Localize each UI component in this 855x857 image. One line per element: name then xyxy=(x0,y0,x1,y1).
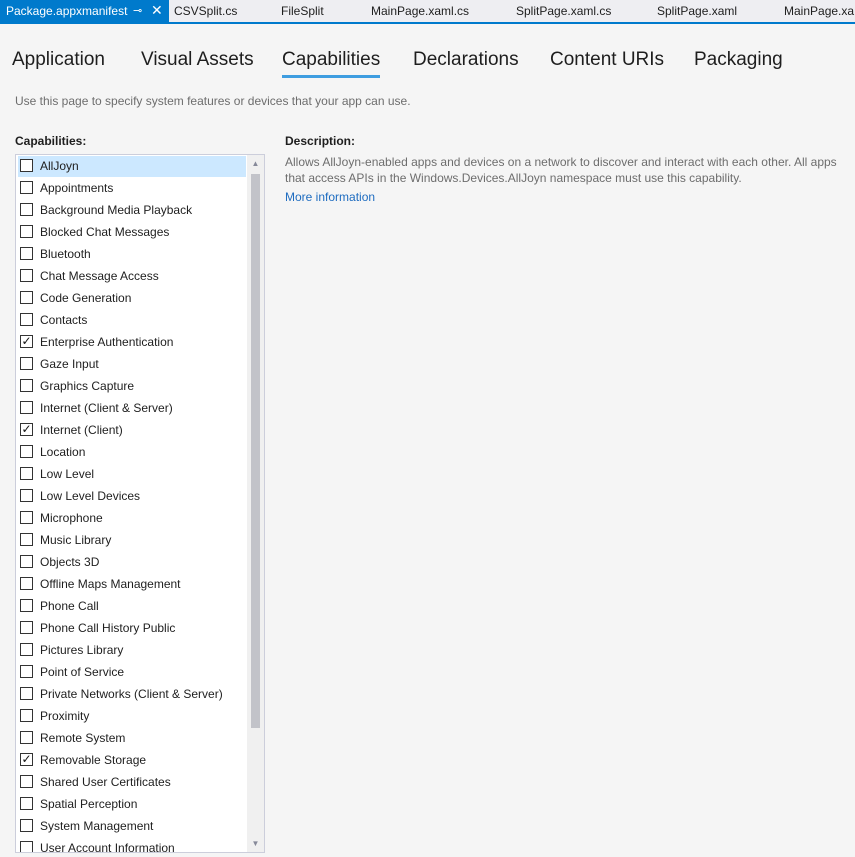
doc-tab-filesplit[interactable] xyxy=(281,0,324,22)
capability-item[interactable] xyxy=(16,837,248,853)
capability-item[interactable] xyxy=(16,661,248,683)
capability-item[interactable] xyxy=(16,375,248,397)
doc-tab-label: SplitPage.xaml.cs xyxy=(516,4,612,18)
capability-label: Spatial Perception xyxy=(40,797,138,811)
capability-item[interactable] xyxy=(16,793,248,815)
capability-item[interactable] xyxy=(16,485,248,507)
capability-label: Internet (Client & Server) xyxy=(40,401,173,415)
doc-tab-mainpage-xaml-cs[interactable] xyxy=(371,0,469,22)
capability-checkbox[interactable] xyxy=(20,709,33,722)
capability-item[interactable] xyxy=(16,727,248,749)
capability-checkbox[interactable] xyxy=(20,555,33,568)
close-icon[interactable]: ✕ xyxy=(151,2,163,18)
capability-checkbox[interactable] xyxy=(20,181,33,194)
capability-label: Enterprise Authentication xyxy=(40,335,174,349)
capability-label: Remote System xyxy=(40,731,126,745)
capability-label: Code Generation xyxy=(40,291,132,305)
capability-item[interactable] xyxy=(16,463,248,485)
tab-capabilities[interactable]: Capabilities xyxy=(282,46,380,74)
capability-label: Removable Storage xyxy=(40,753,147,767)
capability-label: Low Level Devices xyxy=(40,489,141,503)
capability-label: Music Library xyxy=(40,533,112,547)
capability-label: Location xyxy=(40,445,86,459)
tab-declarations[interactable]: Declarations xyxy=(413,49,519,70)
doc-tab-splitpage-xaml[interactable] xyxy=(657,0,737,22)
capability-checkbox[interactable] xyxy=(20,665,33,678)
capability-checkbox[interactable] xyxy=(20,203,33,216)
capability-label: Blocked Chat Messages xyxy=(40,225,170,239)
capability-checkbox[interactable] xyxy=(20,797,33,810)
capability-checkbox[interactable] xyxy=(20,731,33,744)
capability-checkbox[interactable] xyxy=(20,599,33,612)
capability-label: Background Media Playback xyxy=(40,203,193,217)
tab-application[interactable]: Application xyxy=(12,49,105,70)
capability-checkbox[interactable] xyxy=(20,247,33,260)
capability-checkbox[interactable] xyxy=(20,269,33,282)
capability-checkbox[interactable] xyxy=(20,489,33,502)
description-header: Description: xyxy=(285,134,356,148)
capability-checkbox[interactable] xyxy=(20,511,33,524)
doc-tab-mainpage-xaml[interactable] xyxy=(784,0,854,22)
capability-checkbox[interactable]: ✓ xyxy=(21,422,32,436)
doc-tab-label: CSVSplit.cs xyxy=(174,4,238,18)
capability-item[interactable] xyxy=(16,551,248,573)
tab-visual-assets[interactable]: Visual Assets xyxy=(141,49,254,70)
capabilities-list[interactable] xyxy=(15,154,265,853)
capability-checkbox[interactable]: ✓ xyxy=(21,334,32,348)
capability-item[interactable] xyxy=(16,815,248,837)
capability-label: AllJoyn xyxy=(40,159,79,173)
capability-checkbox[interactable]: ✓ xyxy=(21,752,32,766)
capability-label: Offline Maps Management xyxy=(40,577,181,591)
capability-item[interactable] xyxy=(16,199,248,221)
tab-packaging[interactable]: Packaging xyxy=(694,49,783,70)
capability-item[interactable] xyxy=(16,705,248,727)
doc-tab-splitpage-xaml-cs[interactable] xyxy=(516,0,611,22)
capability-item[interactable] xyxy=(16,573,248,595)
capability-label: Shared User Certificates xyxy=(40,775,171,789)
capability-item[interactable] xyxy=(16,529,248,551)
capability-item[interactable] xyxy=(16,639,248,661)
capability-checkbox[interactable] xyxy=(20,687,33,700)
capabilities-items xyxy=(16,155,248,853)
description-text: Allows AllJoyn-enabled apps and devices on a network to discover and interact with each other. All apps that access APIs in the Windows.Devices.AllJoyn namespace must use this capability. xyxy=(285,155,837,185)
capability-item[interactable] xyxy=(16,155,248,177)
capability-checkbox[interactable] xyxy=(20,621,33,634)
document-tab-strip xyxy=(0,0,855,24)
capability-label: Microphone xyxy=(40,511,103,525)
capability-label: Chat Message Access xyxy=(40,269,159,283)
capability-label: Objects 3D xyxy=(40,555,100,569)
capability-label: Pictures Library xyxy=(40,643,124,657)
capability-checkbox[interactable] xyxy=(20,379,33,392)
doc-tab-label: MainPage.xa xyxy=(784,4,855,18)
capability-checkbox[interactable] xyxy=(20,159,33,172)
doc-tab-label: SplitPage.xaml xyxy=(657,4,738,18)
capability-item[interactable] xyxy=(16,397,248,419)
capability-item[interactable] xyxy=(16,221,248,243)
capability-label: User Account Information xyxy=(40,841,175,853)
capability-label: Phone Call History Public xyxy=(40,621,176,635)
doc-tab-label: MainPage.xaml.cs xyxy=(371,4,470,18)
capability-label: Contacts xyxy=(40,313,88,327)
capability-item[interactable] xyxy=(16,507,248,529)
capability-item[interactable] xyxy=(16,595,248,617)
capability-checkbox[interactable] xyxy=(20,467,33,480)
scroll-thumb[interactable] xyxy=(251,174,260,728)
capability-checkbox[interactable] xyxy=(20,291,33,304)
more-information-link[interactable]: More information xyxy=(285,190,376,204)
capability-label: Low Level xyxy=(40,467,95,481)
capability-item[interactable] xyxy=(16,177,248,199)
capability-item[interactable] xyxy=(16,287,248,309)
capability-label: System Management xyxy=(40,819,154,833)
capability-checkbox[interactable] xyxy=(20,313,33,326)
capability-item[interactable] xyxy=(16,353,248,375)
capability-item[interactable] xyxy=(16,749,248,771)
capability-checkbox[interactable] xyxy=(20,533,33,546)
capability-label: Proximity xyxy=(40,709,90,723)
capability-item[interactable] xyxy=(16,419,248,441)
capability-item[interactable] xyxy=(16,683,248,705)
capability-label: Gaze Input xyxy=(40,357,99,371)
capability-label: Appointments xyxy=(40,181,114,195)
scroll-down-icon[interactable]: ▼ xyxy=(251,839,260,848)
doc-tab-package-appxmanifest[interactable] xyxy=(0,0,169,22)
capability-item[interactable] xyxy=(16,441,248,463)
capability-checkbox[interactable] xyxy=(20,643,33,656)
capability-item[interactable] xyxy=(16,771,248,793)
capability-checkbox[interactable] xyxy=(20,401,33,414)
capability-label: Internet (Client) xyxy=(40,423,123,437)
capability-item[interactable] xyxy=(16,265,248,287)
capability-item[interactable] xyxy=(16,331,248,353)
capability-item[interactable] xyxy=(16,617,248,639)
doc-tab-csvsplit[interactable] xyxy=(174,0,237,22)
capability-label: Private Networks (Client & Server) xyxy=(40,687,223,701)
manifest-page-tabs xyxy=(0,46,855,76)
capability-checkbox[interactable] xyxy=(20,445,33,458)
scrollbar[interactable] xyxy=(247,155,264,852)
capability-label: Graphics Capture xyxy=(40,379,135,393)
capability-label: Phone Call xyxy=(40,599,99,613)
capability-checkbox[interactable] xyxy=(20,357,33,370)
pin-icon[interactable]: ⊸ xyxy=(133,5,143,17)
tab-content-uris[interactable]: Content URIs xyxy=(550,49,665,70)
capability-label: Point of Service xyxy=(40,665,125,679)
doc-tab-label: Package.appxmanifest xyxy=(6,4,128,18)
scroll-up-icon[interactable]: ▲ xyxy=(251,159,260,168)
capability-item[interactable] xyxy=(16,309,248,331)
capability-checkbox[interactable] xyxy=(20,819,33,832)
doc-tab-label: FileSplit xyxy=(281,4,324,18)
capability-checkbox[interactable] xyxy=(20,577,33,590)
capability-checkbox[interactable] xyxy=(20,225,33,238)
page-hint: Use this page to specify system features or devices that your app can use. xyxy=(15,94,411,108)
capability-checkbox[interactable] xyxy=(20,841,33,853)
capability-label: Bluetooth xyxy=(40,247,91,261)
capability-item[interactable] xyxy=(16,243,248,265)
capabilities-header: Capabilities: xyxy=(15,134,87,148)
capability-checkbox[interactable] xyxy=(20,775,33,788)
